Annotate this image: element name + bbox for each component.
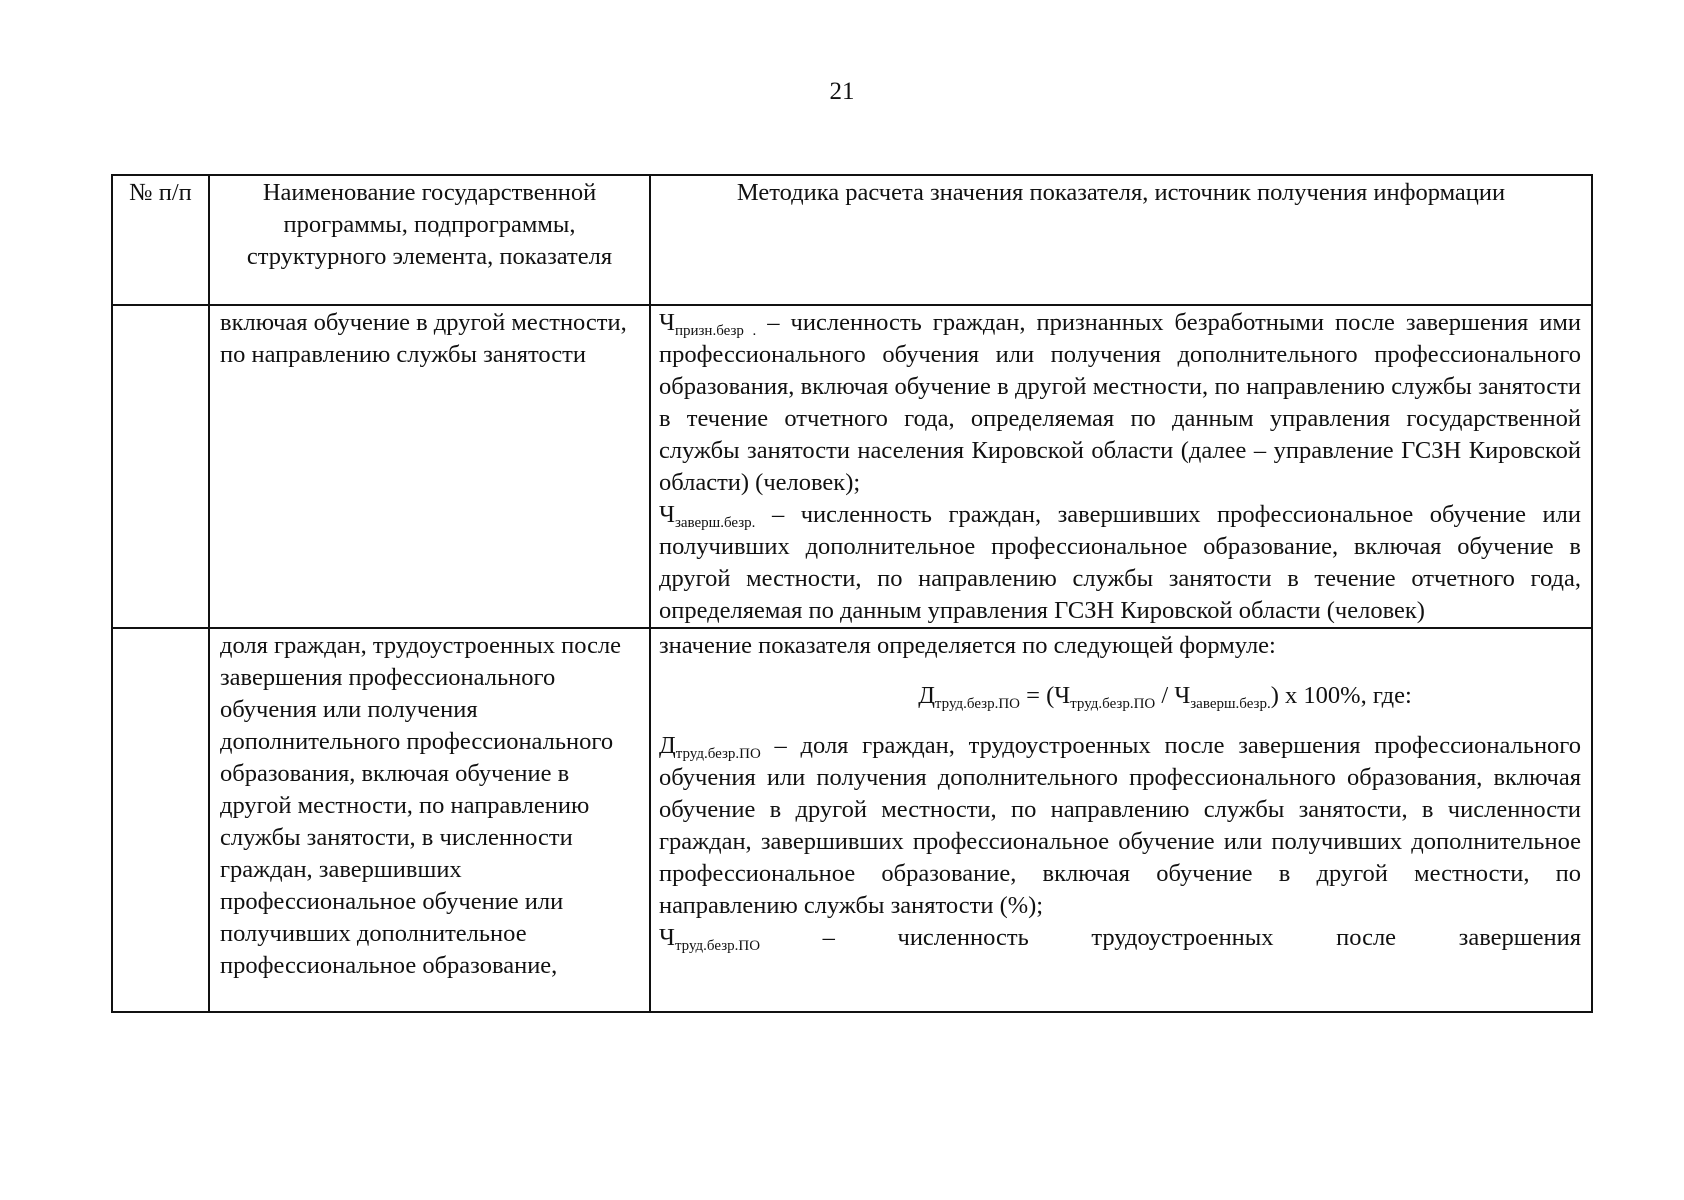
definition-text: – доля граждан, трудоустроенных после завершения профессионального обучения или получения дополнительного профессионального образования, включая обучение в другой местности, по направлению службы занятости, в численности граждан, завершивших профессиональное обучение или получивших дополнительное профессиональное образование, включая обучение в другой местности, по направлению службы занятости (%); <box>659 732 1581 919</box>
cell-num <box>112 628 209 1012</box>
definition-text: – численность трудоустроенных после завершения <box>760 924 1581 951</box>
indicator-method <box>650 628 1592 1012</box>
definition <box>659 499 1581 627</box>
indicator-name-text: доля граждан, трудоустроенных после завершения профессионального обучения или получения дополнительного профессионального образования, включая обучение в другой местности, по направлению службы занятости, в численности граждан, завершивших профессиональное обучение или получивших дополнительное профессиональное образование, <box>220 632 622 979</box>
symbol: Д <box>659 732 676 759</box>
definition-text: – численность граждан, завершивших профессиональное обучение или получивших дополнительное профессиональное образование, включая обучение в другой местности, по направлению службы занятости в течение отчетного года, определяемая по данным управления ГСЗН Кировской области (человек) <box>659 501 1581 624</box>
cell-num <box>112 305 209 628</box>
definition-text: – численность граждан, признанных безработными после завершения ими профессионального обучения или получения дополнительного профессионального образования, включая обучение в другой местности, по направлению службы занятости в течение отчетного года, определяемая по данным управления государственной службы занятости населения Кировской области (далее – управление ГСЗН Кировской области) (человек); <box>659 309 1581 496</box>
symbol: Ч <box>659 924 675 951</box>
indicator-table <box>111 174 1593 1013</box>
definition <box>659 730 1581 922</box>
indicator-method <box>650 305 1592 628</box>
header-name: Наименование государственной программы, подпрограммы, структурного элемента, показателя <box>209 175 650 305</box>
definition <box>659 307 1581 499</box>
symbol-subscript: призн.безр . <box>674 323 757 339</box>
indicator-name: включая обучение в другой местности, по направлению службы занятости <box>209 305 650 628</box>
symbol-subscript: заверш.безр. <box>674 515 756 531</box>
symbol: Ч <box>659 501 675 528</box>
formula-intro: значение показателя определяется по следующей формуле: <box>659 632 1276 659</box>
table-row <box>112 628 1592 1012</box>
page-number: 21 <box>829 78 855 105</box>
header-method: Методика расчета значения показателя, источник получения информации <box>650 175 1592 305</box>
symbol-subscript: труд.безр.ПО <box>674 938 761 954</box>
header-num: № п/п <box>112 175 209 305</box>
formula: $Д_{труд.безр.ПО} = (Ч_{труд.безр.ПО} / Ч_{заверш.безр.})$ х 100%, где: <box>918 682 1412 712</box>
symbol: Ч <box>659 309 675 336</box>
indicator-name <box>209 628 650 1012</box>
table-header-row <box>112 175 1592 305</box>
definition <box>659 922 1581 954</box>
symbol-subscript: труд.безр.ПО <box>675 746 761 762</box>
table-row <box>112 305 1592 628</box>
